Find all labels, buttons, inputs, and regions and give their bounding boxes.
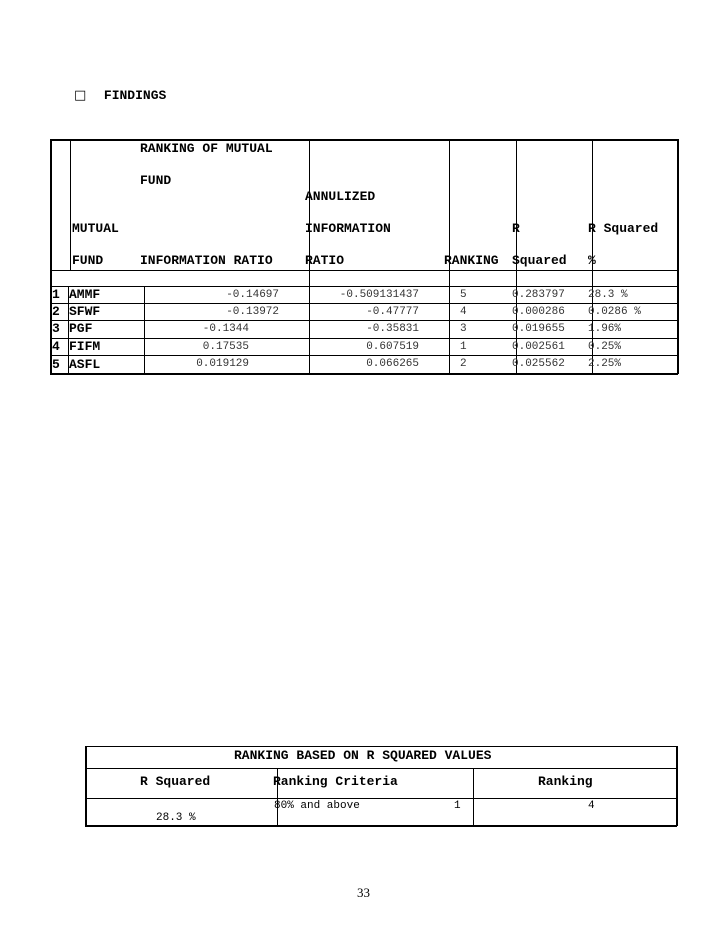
row-information-ratio: -0.1344 <box>202 323 249 335</box>
header-fund-word: FUND <box>140 173 172 188</box>
row-r-squared-percent: 0.25% <box>588 341 622 353</box>
row-number: 2 <box>52 304 60 319</box>
row-information-ratio: -0.14697 <box>226 289 279 301</box>
table2-header-ranking: Ranking <box>538 774 593 789</box>
table2-rule <box>85 798 677 799</box>
row-fund: FIFM <box>69 339 101 354</box>
row-r-squared-percent: 2.25% <box>588 358 622 370</box>
table2-left-border <box>85 746 87 826</box>
header-mutual: MUTUAL <box>72 221 119 236</box>
header-squared: Squared <box>512 253 567 268</box>
table1-header-rule <box>50 270 678 271</box>
bullet-icon: □ <box>74 88 87 103</box>
row-ranking: 5 <box>460 289 467 301</box>
table2-right-border <box>676 746 678 826</box>
row-annualized-ratio: 0.066265 <box>366 358 419 370</box>
table2-r-squared-value: 28.3 % <box>156 812 196 824</box>
table2-top-border <box>85 746 677 747</box>
findings-heading <box>74 86 166 104</box>
header-ranking-of-mutual: RANKING OF MUTUAL <box>140 141 273 156</box>
header-fund: FUND <box>72 253 104 268</box>
row-annualized-ratio: -0.35831 <box>366 323 419 335</box>
table1-right-border <box>677 139 679 374</box>
table2-header-ranking-criteria: Ranking Criteria <box>273 774 398 789</box>
header-ratio: RATIO <box>305 253 345 268</box>
row-ranking: 2 <box>460 358 467 370</box>
row-annualized-ratio: -0.47777 <box>366 306 419 318</box>
row-r-squared-percent: 1.96% <box>588 323 622 335</box>
row-number: 4 <box>52 339 60 354</box>
table2-title: RANKING BASED ON R SQUARED VALUES <box>234 748 492 763</box>
row-information-ratio: -0.13972 <box>226 306 279 318</box>
row-ranking: 4 <box>460 306 467 318</box>
row-annualized-ratio: 0.607519 <box>366 341 419 353</box>
table2-col-divider <box>473 768 474 825</box>
page-number: 33 <box>357 885 370 900</box>
row-fund: SFWF <box>69 304 101 319</box>
row-r-squared: 0.000286 <box>512 306 565 318</box>
row-fund: AMMF <box>69 287 101 302</box>
row-number: 1 <box>52 287 60 302</box>
row-r-squared: 0.019655 <box>512 323 565 335</box>
header-r-squared: R Squared <box>588 221 659 236</box>
table2-rule <box>85 768 677 769</box>
header-percent: % <box>588 253 596 268</box>
table1-col-divider <box>70 139 71 270</box>
table1-bottom-border <box>50 373 678 375</box>
header-r: R <box>512 221 520 236</box>
row-r-squared: 0.002561 <box>512 341 565 353</box>
row-information-ratio: 0.019129 <box>196 358 249 370</box>
row-number: 3 <box>52 321 60 336</box>
row-information-ratio: 0.17535 <box>202 341 249 353</box>
row-number: 5 <box>52 357 60 372</box>
header-annulized: ANNULIZED <box>305 189 376 204</box>
header-information: INFORMATION <box>305 221 391 236</box>
row-fund: ASFL <box>69 357 101 372</box>
row-r-squared: 0.283797 <box>512 289 565 301</box>
table2-bottom-border <box>85 825 677 827</box>
row-ranking: 3 <box>460 323 467 335</box>
row-ranking: 1 <box>460 341 467 353</box>
row-annualized-ratio: -0.509131437 <box>339 289 419 301</box>
row-r-squared: 0.025562 <box>512 358 565 370</box>
row-r-squared-percent: 0.0286 % <box>588 306 641 318</box>
table2-ranking-value: 4 <box>588 800 595 812</box>
row-fund: PGF <box>69 321 93 336</box>
row-r-squared-percent: 28.3 % <box>588 289 628 301</box>
header-information-ratio: INFORMATION RATIO <box>140 253 273 268</box>
header-ranking: RANKING <box>444 253 499 268</box>
table2-criteria-rank: 1 <box>454 800 461 812</box>
table2-header-r-squared: R Squared <box>140 774 211 789</box>
table2-criteria-value: 80% and above <box>274 800 360 812</box>
findings-title: FINDINGS <box>103 88 167 103</box>
